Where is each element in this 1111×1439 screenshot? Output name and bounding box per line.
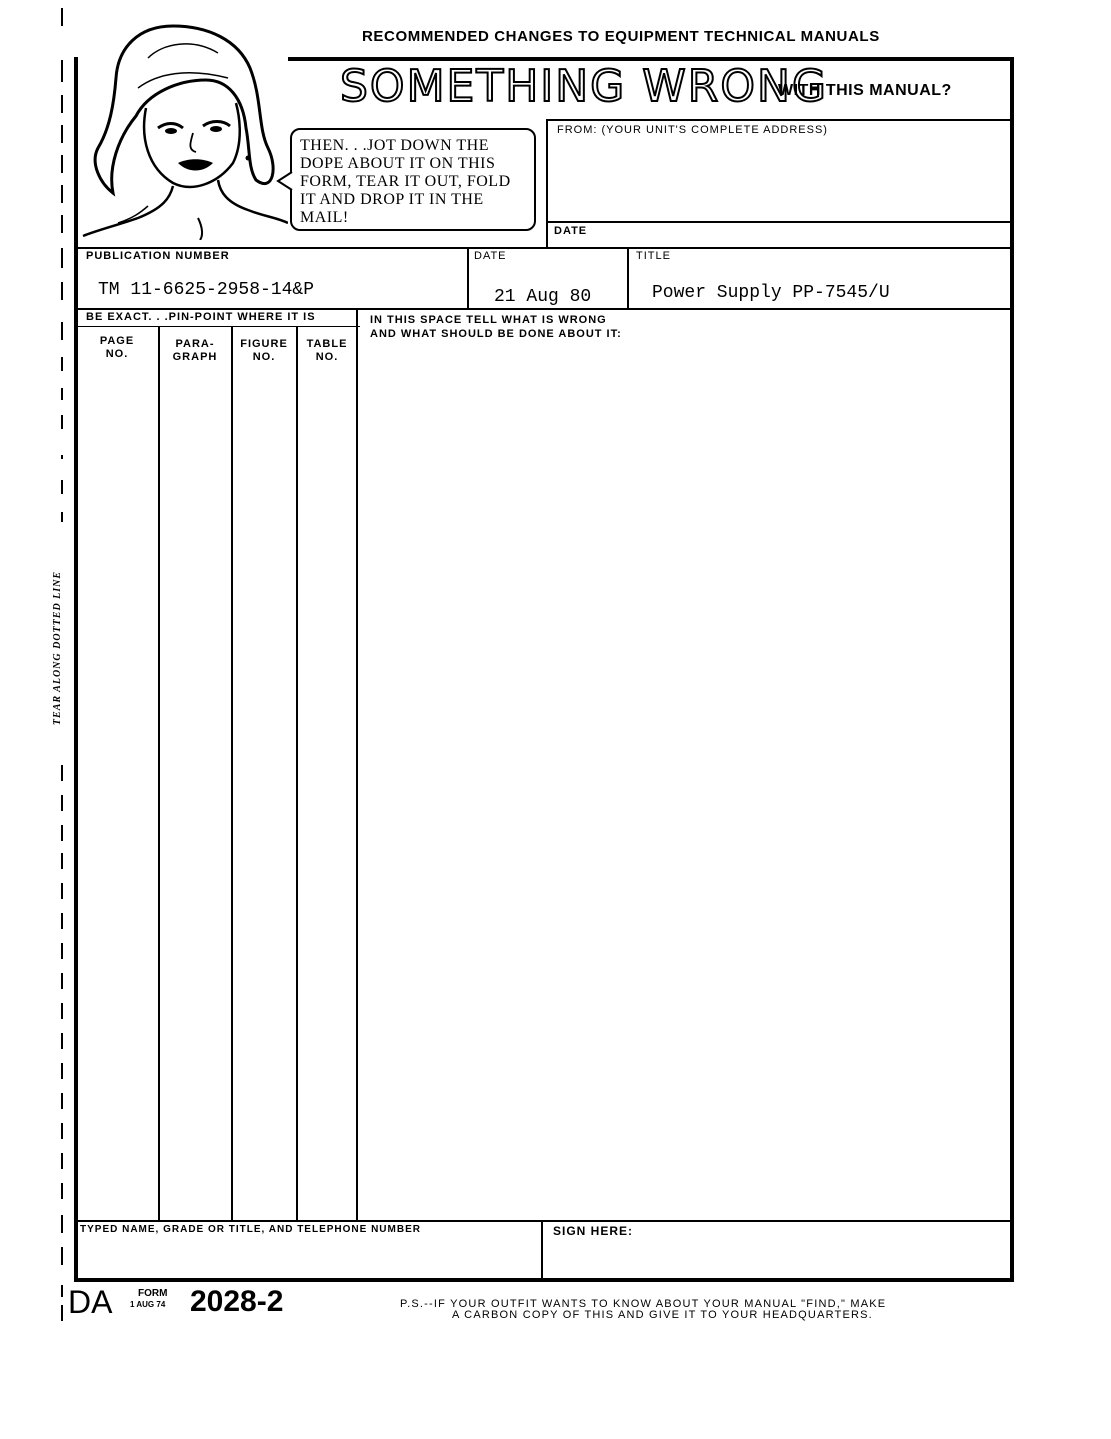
column-header-paragraph [160,338,230,364]
typed-name-field[interactable] [80,1240,535,1276]
typed-name-label: TYPED NAME, GRADE OR TITLE, AND TELEPHONE NUMBER [80,1224,421,1235]
big-title-suffix: WITH THIS MANUAL? [778,82,952,99]
description-field[interactable] [360,345,1008,1218]
ps-note [400,1299,886,1321]
speech-line: IT AND DROP IT IN THE [300,191,484,208]
column-header-line: TABLE [306,338,348,350]
publication-title-label: TITLE [636,250,671,262]
table-no-field[interactable] [298,370,355,1218]
description-label-line: AND WHAT SHOULD BE DONE ABOUT IT: [370,328,622,340]
column-header-line: PAGE [99,335,135,347]
column-header-line: NO. [105,348,129,360]
column-header-table [298,338,356,364]
speech-line: MAIL! [300,209,349,226]
paragraph-field[interactable] [160,370,230,1218]
form-word: FORM [138,1288,168,1299]
publication-date-value[interactable]: 21 Aug 80 [494,287,592,307]
speech-line: THEN. . .JOT DOWN THE [300,137,489,154]
column-header-figure [233,338,295,364]
tear-line-label: TEAR ALONG DOTTED LINE [52,570,63,726]
form-da: DA [68,1284,113,1320]
from-label: FROM: (YOUR UNIT'S COMPLETE ADDRESS) [557,124,828,136]
publication-title-value[interactable]: Power Supply PP-7545/U [652,283,890,303]
top-title: RECOMMENDED CHANGES TO EQUIPMENT TECHNICAL MANUALS [362,28,880,45]
column-header-line: PARA- [175,338,215,350]
speech-line: DOPE ABOUT IT ON THIS [300,155,496,172]
description-label [370,313,622,341]
speech-bubble-pointer-icon [276,170,294,192]
ps-line: A CARBON COPY OF THIS AND GIVE IT TO YOUR HEADQUARTERS. [452,1309,873,1321]
form-number: 2028-2 [190,1285,284,1318]
speech-line: FORM, TEAR IT OUT, FOLD [300,173,511,190]
big-title: SOMETHING WRONG [340,61,828,112]
speech-bubble-text [300,137,511,227]
publication-date-label: DATE [474,250,507,262]
ps-line: P.S.--IF YOUR OUTFIT WANTS TO KNOW ABOUT YOUR MANUAL "FIND," MAKE [400,1298,887,1310]
pinpoint-header: BE EXACT. . .PIN-POINT WHERE IT IS [86,311,316,323]
column-header-line: FIGURE [240,338,288,350]
woman-illustration-icon [78,18,288,240]
column-header-line: NO. [315,351,339,363]
figure-no-field[interactable] [233,370,295,1218]
from-date-field[interactable] [600,223,1010,247]
from-date-label: DATE [554,225,588,237]
page-no-field[interactable] [78,370,156,1218]
column-header-line: NO. [252,351,276,363]
publication-number-value[interactable]: TM 11-6625-2958-14&P [98,280,315,300]
column-header-page [78,335,156,361]
from-address-field[interactable] [550,140,1010,218]
column-header-line: GRAPH [172,351,218,363]
publication-number-label: PUBLICATION NUMBER [86,250,230,262]
form-date: 1 AUG 74 [130,1300,166,1309]
sign-here-label: SIGN HERE: [553,1224,634,1238]
description-label-line: IN THIS SPACE TELL WHAT IS WRONG [370,314,607,326]
signature-field[interactable] [547,1240,1007,1276]
